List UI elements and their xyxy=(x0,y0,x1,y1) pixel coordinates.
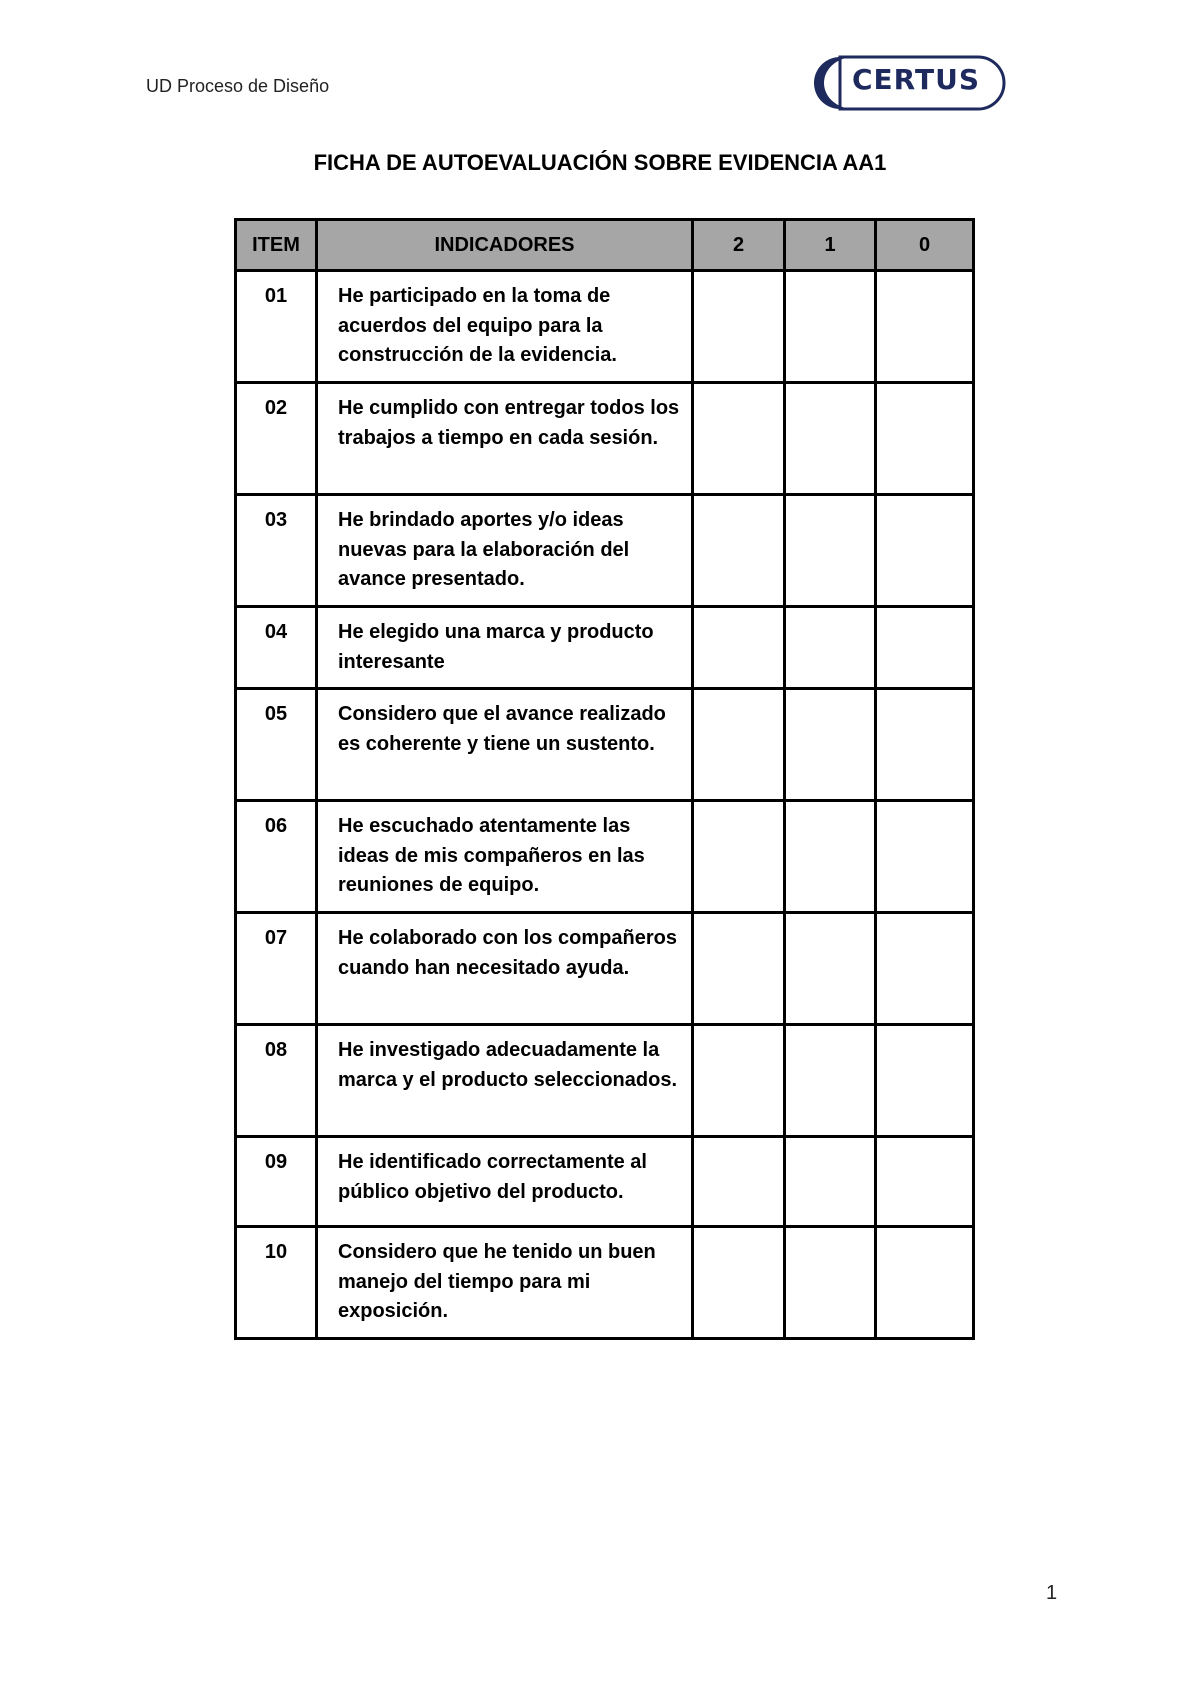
score-cell-1[interactable] xyxy=(785,689,876,801)
indicator-text: He investigado adecuadamente la marca y el producto seleccionados. xyxy=(317,1025,693,1137)
item-number: 01 xyxy=(236,271,317,383)
score-cell-1[interactable] xyxy=(785,607,876,689)
score-cell-0[interactable] xyxy=(876,1137,974,1227)
indicator-text: Considero que el avance realizado es coherente y tiene un sustento. xyxy=(317,689,693,801)
table-row xyxy=(236,495,974,607)
score-cell-2[interactable] xyxy=(693,801,785,913)
page-number: 1 xyxy=(1046,1582,1058,1604)
table-row xyxy=(236,271,974,383)
score-cell-2[interactable] xyxy=(693,913,785,1025)
score-cell-1[interactable] xyxy=(785,801,876,913)
score-cell-2[interactable] xyxy=(693,495,785,607)
score-cell-0[interactable] xyxy=(876,689,974,801)
table-row xyxy=(236,383,974,495)
score-cell-0[interactable] xyxy=(876,801,974,913)
score-cell-2[interactable] xyxy=(693,1227,785,1339)
item-number: 08 xyxy=(236,1025,317,1137)
score-cell-0[interactable] xyxy=(876,607,974,689)
table-header-row xyxy=(236,220,974,271)
item-number: 10 xyxy=(236,1227,317,1339)
score-cell-1[interactable] xyxy=(785,1227,876,1339)
score-cell-2[interactable] xyxy=(693,607,785,689)
indicator-text: He identificado correctamente al público objetivo del producto. xyxy=(317,1137,693,1227)
score-cell-0[interactable] xyxy=(876,913,974,1025)
indicator-text: He colaborado con los compañeros cuando han necesitado ayuda. xyxy=(317,913,693,1025)
document-title: FICHA DE AUTOEVALUACIÓN SOBRE EVIDENCIA AA1 xyxy=(313,150,887,175)
score-cell-2[interactable] xyxy=(693,1137,785,1227)
column-header-indicators: INDICADORES xyxy=(317,220,693,271)
column-header-item: ITEM xyxy=(236,220,317,271)
column-header-score-2: 2 xyxy=(693,220,785,271)
table-row xyxy=(236,801,974,913)
score-cell-0[interactable] xyxy=(876,495,974,607)
table-row xyxy=(236,1137,974,1227)
indicator-text: He elegido una marca y producto interesante xyxy=(317,607,693,689)
table-row xyxy=(236,689,974,801)
table-row xyxy=(236,1227,974,1339)
item-number: 02 xyxy=(236,383,317,495)
certus-logo xyxy=(814,55,1006,111)
indicator-text: He escuchado atentamente las ideas de mis compañeros en las reuniones de equipo. xyxy=(317,801,693,913)
score-cell-1[interactable] xyxy=(785,495,876,607)
self-evaluation-table xyxy=(234,218,975,1340)
score-cell-0[interactable] xyxy=(876,383,974,495)
score-cell-1[interactable] xyxy=(785,383,876,495)
indicator-text: He brindado aportes y/o ideas nuevas para la elaboración del avance presentado. xyxy=(317,495,693,607)
item-number: 07 xyxy=(236,913,317,1025)
table-row xyxy=(236,607,974,689)
item-number: 05 xyxy=(236,689,317,801)
score-cell-2[interactable] xyxy=(693,689,785,801)
score-cell-1[interactable] xyxy=(785,271,876,383)
logo-text: CERTUS xyxy=(852,63,980,96)
table-row xyxy=(236,913,974,1025)
item-number: 09 xyxy=(236,1137,317,1227)
table-row xyxy=(236,1025,974,1137)
score-cell-1[interactable] xyxy=(785,1025,876,1137)
score-cell-2[interactable] xyxy=(693,383,785,495)
indicator-text: He cumplido con entregar todos los trabajos a tiempo en cada sesión. xyxy=(317,383,693,495)
score-cell-0[interactable] xyxy=(876,271,974,383)
score-cell-2[interactable] xyxy=(693,1025,785,1137)
column-header-score-0: 0 xyxy=(876,220,974,271)
indicator-text: He participado en la toma de acuerdos del equipo para la construcción de la evidencia. xyxy=(317,271,693,383)
course-header: UD Proceso de Diseño xyxy=(146,76,330,96)
indicator-text: Considero que he tenido un buen manejo del tiempo para mi exposición. xyxy=(317,1227,693,1339)
item-number: 04 xyxy=(236,607,317,689)
item-number: 03 xyxy=(236,495,317,607)
score-cell-0[interactable] xyxy=(876,1025,974,1137)
score-cell-0[interactable] xyxy=(876,1227,974,1339)
score-cell-1[interactable] xyxy=(785,913,876,1025)
item-number: 06 xyxy=(236,801,317,913)
score-cell-1[interactable] xyxy=(785,1137,876,1227)
column-header-score-1: 1 xyxy=(785,220,876,271)
score-cell-2[interactable] xyxy=(693,271,785,383)
